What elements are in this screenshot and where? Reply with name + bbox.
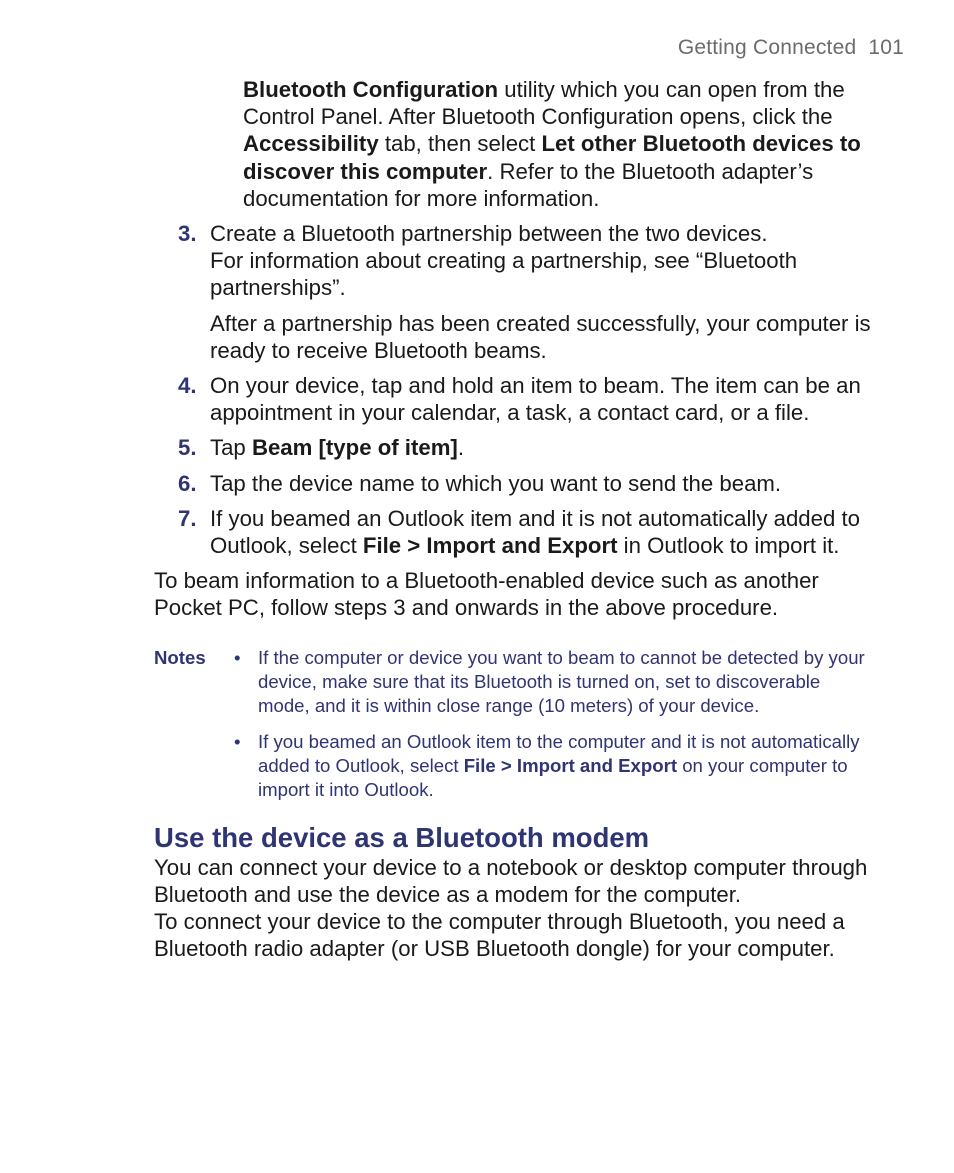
page-number: 101 (868, 36, 904, 59)
step-4-text: On your device, tap and hold an item to beam. The item can be an appointment in your calendar, a task, a contact card, or a file. (210, 373, 861, 426)
step-5 (154, 434, 874, 461)
step-3-line-1: Create a Bluetooth partnership between the two devices. (210, 221, 768, 247)
step-5-post: . (457, 435, 464, 461)
page-content (154, 76, 874, 962)
bullet-icon: • (234, 646, 241, 668)
intro-text-3: . Refer to the Bluetooth adapter’s documentation for more information. (243, 158, 814, 211)
section-paragraph-1: You can connect your device to a notebook or desktop computer through Bluetooth and use the device as a modem for the computer. (154, 854, 868, 907)
step-number: 7. (178, 505, 197, 531)
note-2-bold: File > Import and Export (463, 754, 678, 776)
intro-text-2: tab, then select (378, 131, 542, 157)
step-4 (154, 372, 874, 426)
step-7-post: in Outlook to import it. (617, 533, 840, 559)
step-5-text: Tap (210, 435, 252, 461)
step-number: 3. (178, 221, 197, 247)
note-item (154, 646, 874, 718)
notes-box (154, 646, 874, 802)
beam-paragraph: To beam information to a Bluetooth-enabled device such as another Pocket PC, follow steps 3 and onwards in the above procedure. (154, 568, 819, 621)
step-6-text: Tap the device name to which you want to send the beam. (210, 470, 782, 496)
intro-paragraph (154, 76, 874, 212)
step-number: 5. (178, 435, 197, 461)
running-header (678, 36, 904, 60)
intro-bold-2: Accessibility (243, 131, 379, 157)
step-5-bold: Beam [type of item] (251, 435, 458, 461)
step-3-extra: After a partnership has been created successfully, your computer is ready to receive Bluetooth beams. (210, 310, 871, 363)
step-3-line-2: For information about creating a partnership, see “Bluetooth partnerships”. (210, 248, 798, 301)
notes-label: Notes (154, 646, 206, 668)
note-2-post: on your computer to import it into Outlook. (258, 754, 848, 800)
note-2-text: If you beamed an Outlook item to the computer and it is not automatically added to Outlook, select (258, 730, 860, 776)
intro-bold-1: Bluetooth Configuration (243, 77, 499, 102)
note-1-text: If the computer or device you want to beam to cannot be detected by your device, make sure that its Bluetooth is turned on, set to discoverable mode, and it is within close range (10 meters) of your device. (258, 646, 865, 716)
note-item (154, 730, 874, 802)
step-7-text: If you beamed an Outlook item and it is not automatically added to Outlook, select (210, 505, 860, 559)
section-heading: Use the device as a Bluetooth modem (154, 821, 650, 853)
intro-bold-3: Let other Bluetooth devices to discover this computer (243, 131, 861, 184)
header-section-title: Getting Connected (677, 36, 857, 59)
step-3 (154, 220, 874, 364)
step-7 (154, 505, 874, 559)
bullet-icon: • (234, 730, 241, 752)
intro-text-1: utility which you can open from the Control Panel. After Bluetooth Configuration opens, click the (243, 77, 845, 130)
step-7-bold: File > Import and Export (362, 533, 618, 559)
section-paragraph-2: To connect your device to the computer through Bluetooth, you need a Bluetooth radio adapter (or USB Bluetooth dongle) for your computer. (154, 909, 845, 962)
step-number: 4. (178, 373, 197, 399)
step-number: 6. (178, 470, 197, 496)
step-6 (154, 470, 874, 497)
